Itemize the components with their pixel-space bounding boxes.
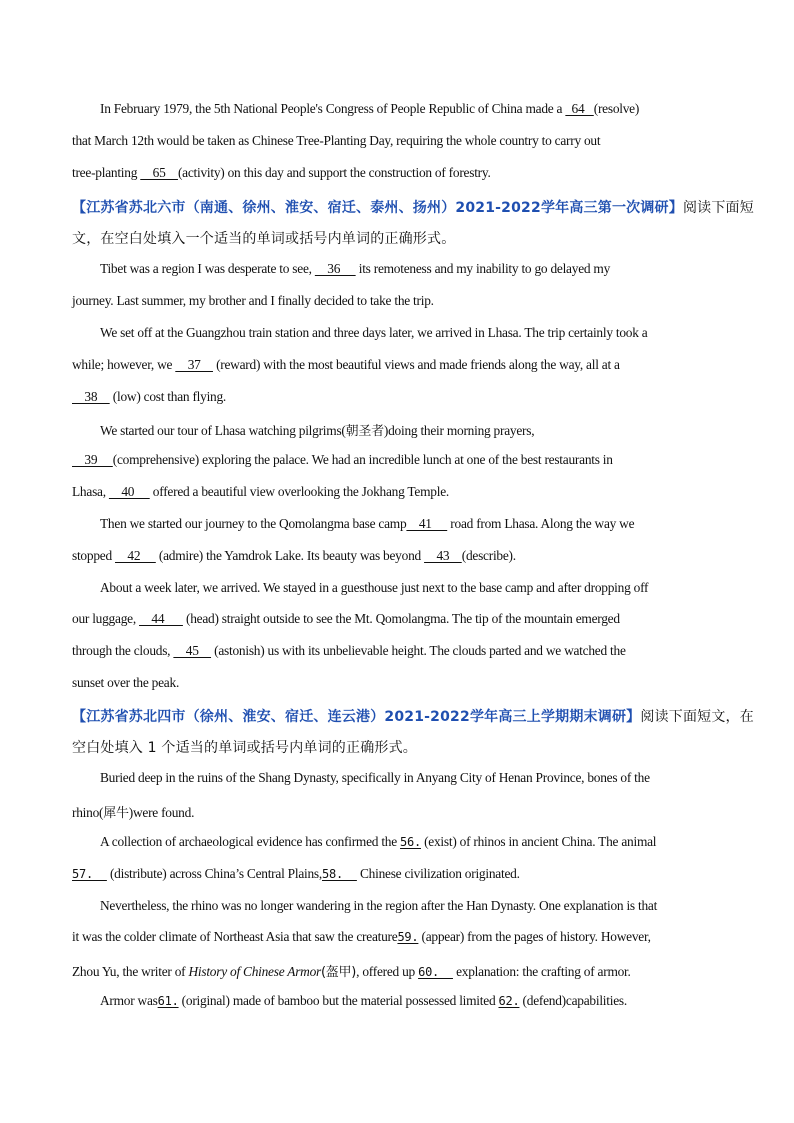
passage2-line-6 xyxy=(100,420,534,439)
text: its remoteness and my inability to go delayed my xyxy=(355,261,611,276)
text: tree-planting xyxy=(72,165,141,180)
passage2-line-4 xyxy=(72,357,620,373)
passage2-line-9 xyxy=(100,516,634,532)
passage2-line-1 xyxy=(100,261,610,277)
text: while; however, we xyxy=(72,357,176,372)
section2-heading-line-2 xyxy=(72,737,417,757)
passage2-line-2 xyxy=(72,293,434,309)
text: A collection of archaeological evidence has confirmed the xyxy=(100,834,401,849)
blank-42: 42 xyxy=(115,548,156,563)
text: journey. Last summer, my brother and I finally decided to take the trip. xyxy=(72,293,434,308)
passage2-line-14 xyxy=(72,675,179,691)
blank-56: 56. xyxy=(400,835,421,849)
text: Lhasa, xyxy=(72,484,109,499)
section1-heading xyxy=(72,197,754,217)
passage2-line-5 xyxy=(72,389,226,405)
text: (resolve) xyxy=(593,101,640,116)
passage3-line-7 xyxy=(72,961,631,980)
passage2-line-10 xyxy=(72,548,516,564)
text: Tibet was a region I was desperate to see, xyxy=(100,261,315,276)
section2-source: 江苏省苏北四市（徐州、淮安、宿迁、连云港）2021-2022学年高三上学期期末调研 xyxy=(86,709,627,725)
section2-heading xyxy=(72,706,754,726)
passage2-line-7 xyxy=(72,452,613,468)
blank-60: 60. xyxy=(418,965,453,979)
blank-64: 64 xyxy=(565,101,594,116)
text: We started our tour of Lhasa watching pilgrims( xyxy=(100,423,346,438)
passage3-line-2 xyxy=(72,802,194,821)
blank-44: 44 xyxy=(139,611,183,626)
text-cn: (盔甲) xyxy=(320,965,357,980)
text: (head) straight outside to see the Mt. Qomolangma. The tip of the mountain emerged xyxy=(182,611,620,626)
blank-57: 57. xyxy=(72,867,107,881)
text: through the clouds, xyxy=(72,643,174,658)
text: (admire) the Yamdrok Lake. Its beauty was beyond xyxy=(155,548,425,563)
blank-45: 45 xyxy=(173,643,212,658)
blank-38: 38 xyxy=(72,389,110,404)
text: road from Lhasa. Along the way we xyxy=(447,516,635,531)
text: (defend)capabilities. xyxy=(519,993,627,1008)
text: stopped xyxy=(72,548,116,563)
passage3-line-5 xyxy=(100,898,657,914)
blank-58: 58. xyxy=(322,867,357,881)
text: Zhou Yu, the writer of xyxy=(72,964,189,979)
blank-41: 41 xyxy=(406,516,448,531)
blank-43: 43 xyxy=(424,548,462,563)
text: We set off at the Guangzhou train station and three days later, we arrived in Lhasa. The trip certainly took a xyxy=(100,325,648,340)
text: our luggage, xyxy=(72,611,140,626)
passage2-line-13 xyxy=(72,643,626,659)
text: )were found. xyxy=(128,805,195,820)
passage3-line-4 xyxy=(72,866,520,882)
section2-instruction: 阅读下面短文，在 xyxy=(640,709,754,725)
text: (describe). xyxy=(461,548,516,563)
blank-65: 65 xyxy=(140,165,178,180)
passage2-line-11 xyxy=(100,580,648,596)
text: (reward) with the most beautiful views and made friends along the way, all at a xyxy=(212,357,620,372)
text: Armor was xyxy=(100,993,158,1008)
bracket-close: 】 xyxy=(668,200,683,216)
text: In February 1979, the 5th National People's Congress of People Republic of China made a xyxy=(100,101,566,116)
text-cn: 犀牛 xyxy=(103,806,129,821)
section2-instruction-cont: 空白处填入 1 个适当的单词或括号内单词的正确形式。 xyxy=(72,740,418,756)
section1-heading-line-2 xyxy=(72,228,455,248)
text: About a week later, we arrived. We stayed in a guesthouse just next to the base camp and after dropping off xyxy=(100,580,649,595)
bracket-close: 】 xyxy=(626,709,641,725)
text: rhino( xyxy=(72,805,104,820)
text: (distribute) across China’s Central Plains, xyxy=(106,866,322,881)
bracket-open: 【 xyxy=(72,709,87,725)
blank-61: 61. xyxy=(157,994,179,1008)
section1-source: 江苏省苏北六市（南通、徐州、淮安、宿迁、泰州、扬州）2021-2022学年高三第一次调研 xyxy=(86,200,669,216)
text: it was the colder climate of Northeast Asia that saw the creature xyxy=(72,929,398,944)
passage1-line-1 xyxy=(100,101,639,117)
blank-40: 40 xyxy=(108,484,150,499)
text: Then we started our journey to the Qomolangma base camp xyxy=(100,516,407,531)
passage3-line-1 xyxy=(100,770,650,786)
text: (astonish) us with its unbelievable height. The clouds parted and we watched the xyxy=(211,643,626,658)
blank-36: 36 xyxy=(314,261,356,276)
passage3-line-3 xyxy=(100,834,656,850)
passage3-line-6 xyxy=(72,929,651,945)
section1-instruction: 阅读下面短 xyxy=(682,200,754,216)
text: Chinese civilization originated. xyxy=(356,866,520,881)
passage1-line-3 xyxy=(72,165,491,181)
text: (activity) on this day and support the construction of forestry. xyxy=(177,165,491,180)
passage1-line-2 xyxy=(72,133,600,149)
text: sunset over the peak. xyxy=(72,675,180,690)
blank-59: 59. xyxy=(397,930,419,944)
text: offered a beautiful view overlooking the Jokhang Temple. xyxy=(149,484,449,499)
text: Buried deep in the ruins of the Shang Dynasty, specifically in Anyang City of Henan Province, bones of the xyxy=(100,770,650,785)
text: that March 12th would be taken as Chinese Tree-Planting Day, requiring the whole country to carry out xyxy=(72,133,601,148)
text: (low) cost than flying. xyxy=(109,389,227,404)
text: )doing their morning prayers, xyxy=(383,423,535,438)
text: , offered up xyxy=(356,964,419,979)
text: (appear) from the pages of history. However, xyxy=(418,929,651,944)
passage2-line-3 xyxy=(100,325,647,341)
section1-instruction-cont: 文，在空白处填入一个适当的单词或括号内单词的正确形式。 xyxy=(72,231,456,247)
bracket-open: 【 xyxy=(72,200,87,216)
text: Nevertheless, the rhino was no longer wandering in the region after the Han Dynasty. One explanation is that xyxy=(100,898,658,913)
text-cn: 朝圣者 xyxy=(345,424,384,439)
text: (original) made of bamboo but the material possessed limited xyxy=(178,993,499,1008)
blank-62: 62. xyxy=(498,994,520,1008)
text: explanation: the crafting of armor. xyxy=(452,964,631,979)
text: (exist) of rhinos in ancient China. The animal xyxy=(420,834,657,849)
passage2-line-12 xyxy=(72,611,620,627)
passage2-line-8 xyxy=(72,484,449,500)
blank-39: 39 xyxy=(72,452,113,467)
passage3-line-8 xyxy=(100,993,627,1009)
text: (comprehensive) exploring the palace. We had an incredible lunch at one of the best restaurants in xyxy=(112,452,613,467)
blank-37: 37 xyxy=(175,357,213,372)
book-title: History of Chinese Armor xyxy=(188,964,321,979)
